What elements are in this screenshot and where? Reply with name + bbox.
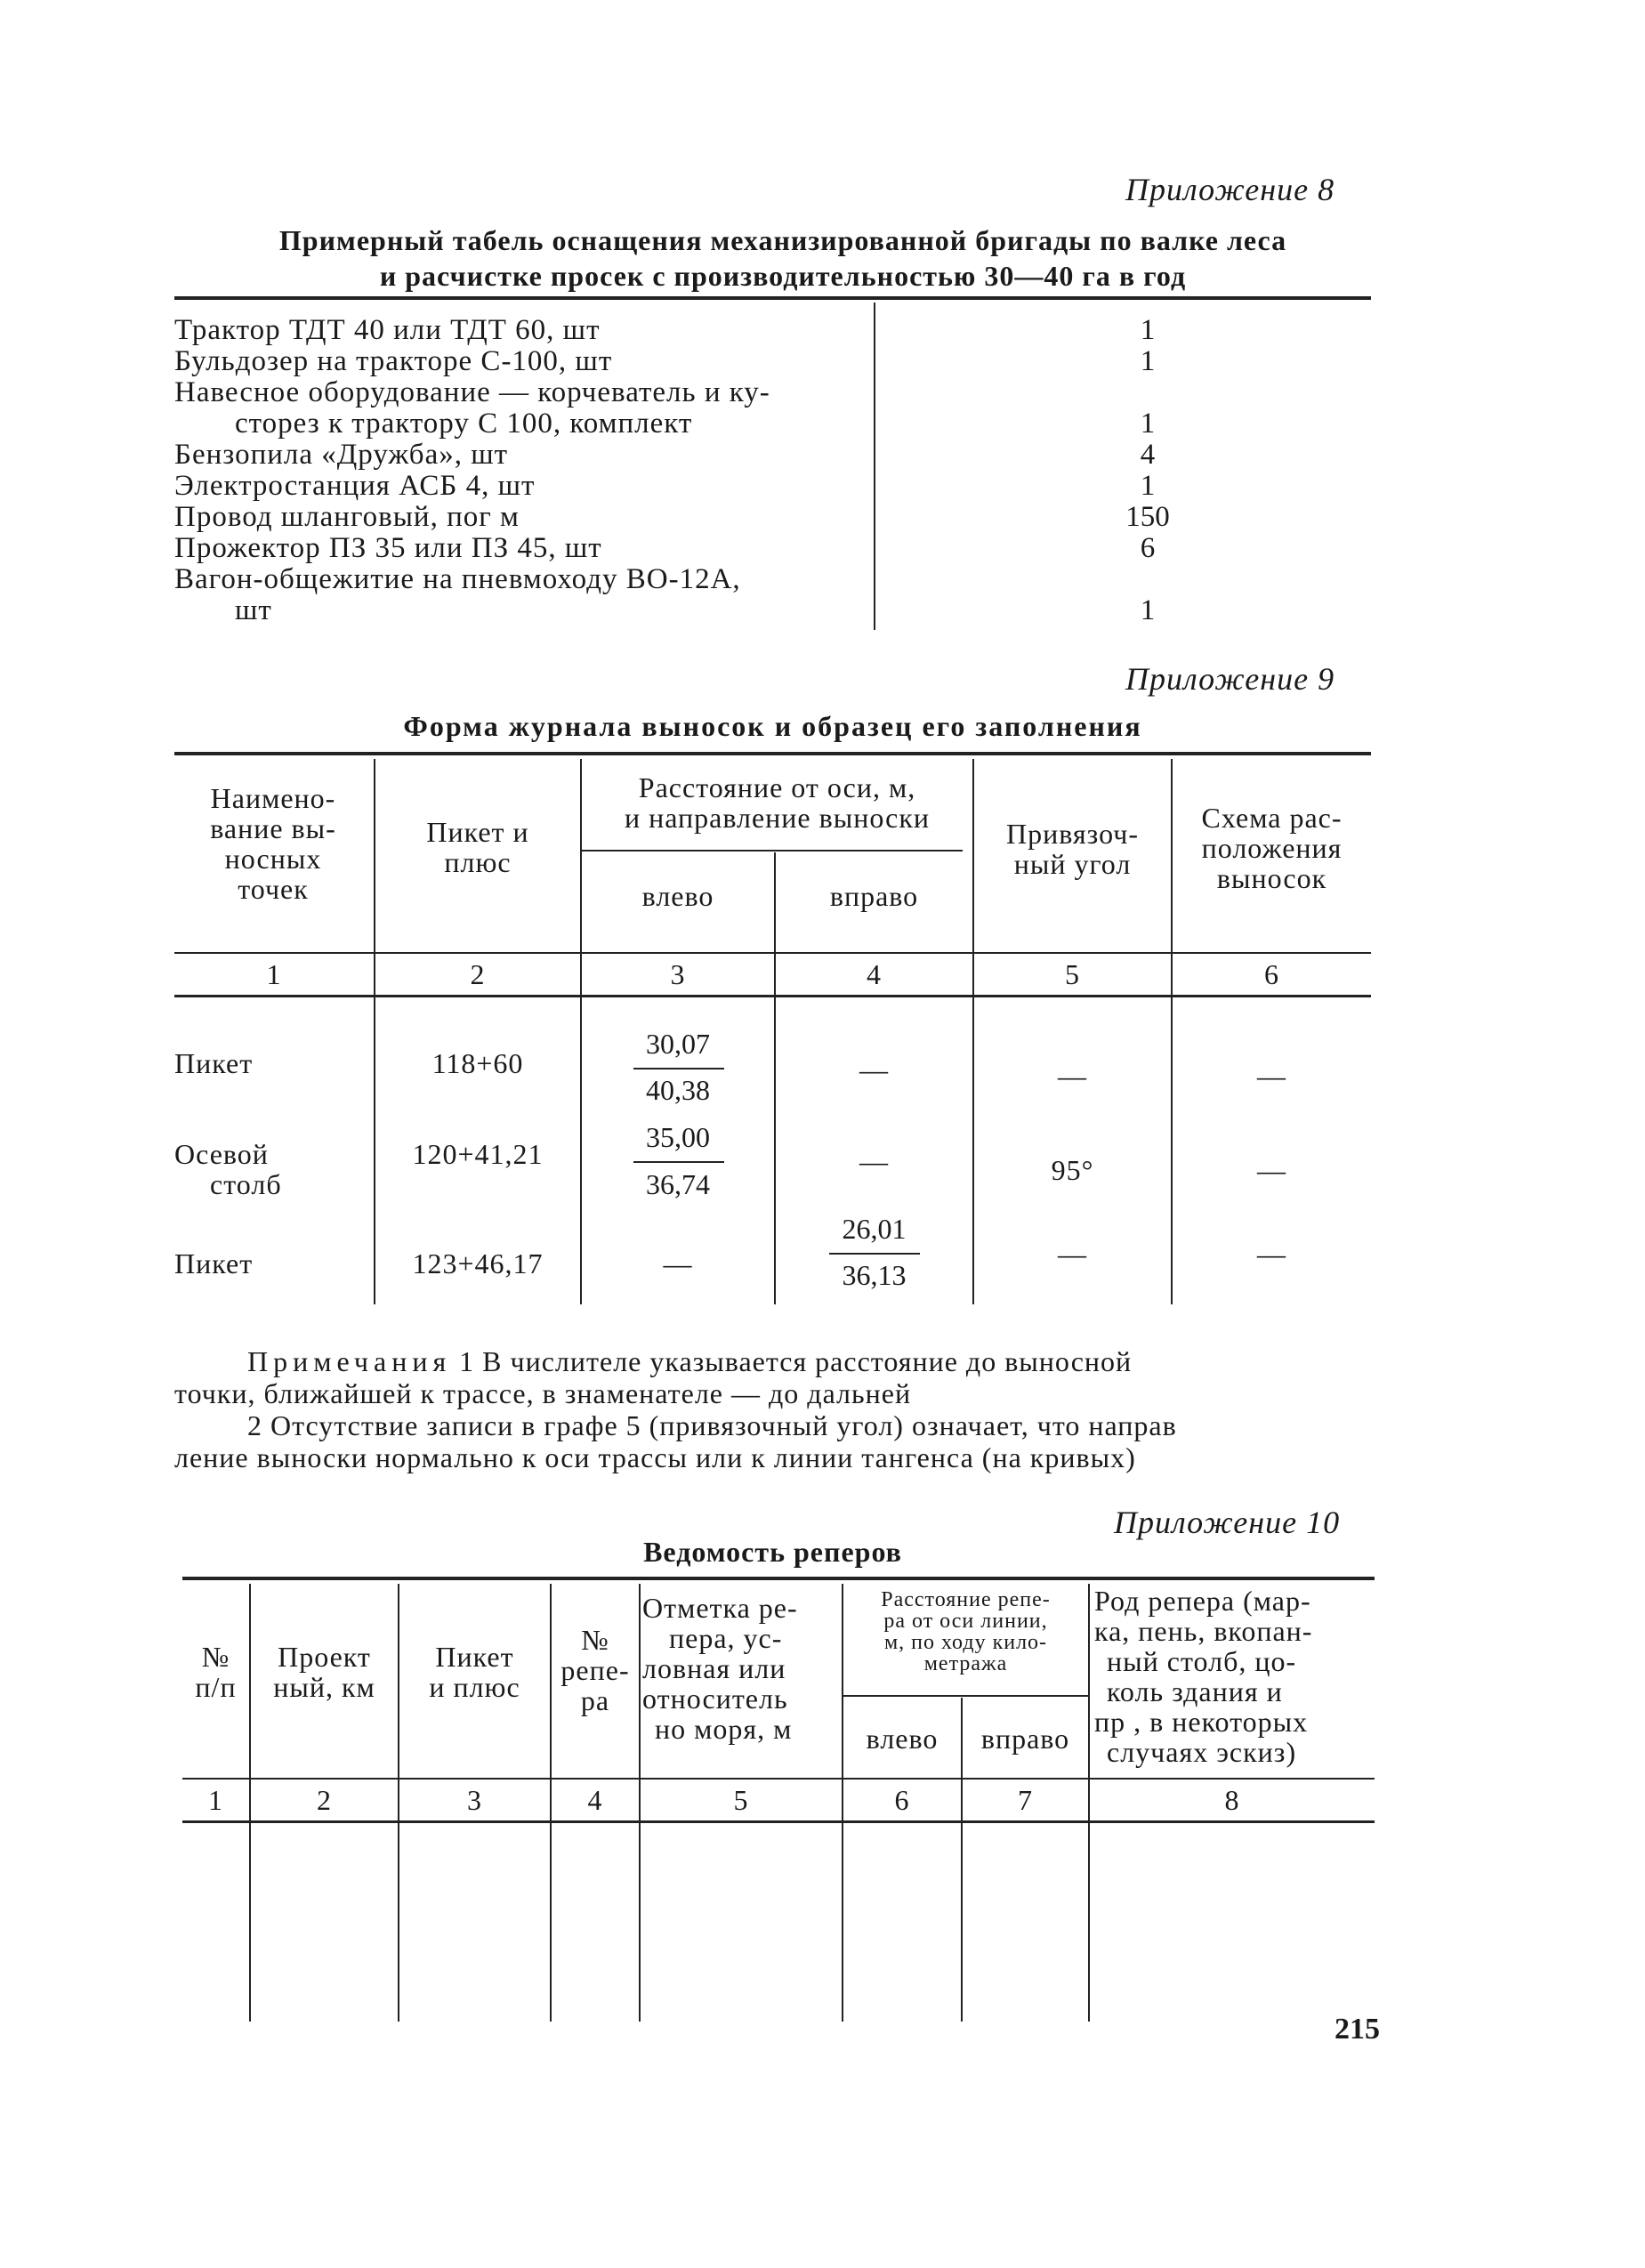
right-denominator: 36,13 [842, 1259, 907, 1291]
header-cell: вправо [829, 880, 919, 912]
list-item: Прожектор ПЗ 35 или ПЗ 45, шт [174, 532, 602, 564]
scheme-value: — [1257, 1154, 1286, 1186]
right-numerator: 26,01 [842, 1213, 907, 1245]
appendix9-label: Приложение 9 [1125, 661, 1335, 697]
list-item: Бензопила «Дружба», шт [174, 439, 509, 471]
column-number: 4 [587, 1784, 603, 1816]
column-number: 3 [467, 1784, 482, 1816]
column-number: 1 [266, 958, 282, 990]
page-number: 215 [1335, 2013, 1380, 2046]
left-value: — [663, 1247, 693, 1279]
quantity: 6 [1140, 532, 1156, 564]
header-cell: Пикет и плюс [429, 1641, 520, 1703]
column-number: 6 [894, 1784, 910, 1816]
picket-value: 123+46,17 [412, 1247, 544, 1279]
column-number: 2 [317, 1784, 332, 1816]
column-number: 4 [867, 958, 882, 990]
notes: Примечания 1 В числителе указывается расстояние до выносной точки, ближайшей к трассе, в знаменателе — до дальней 2 Отсутствие записи в графе 5 (привязочный угол) означает, что направ ление выноски нормально к оси трассы или к линии тангенса (на кривых) [174, 1345, 1177, 1473]
quantity: 4 [1140, 439, 1156, 471]
header-cell: Наимено- вание вы- носных точек [210, 782, 336, 905]
column-number: 1 [208, 1784, 223, 1816]
quantity: 1 [1140, 470, 1156, 502]
list-item: Бульдозер на тракторе С-100, шт [174, 345, 613, 377]
column-number: 5 [1065, 958, 1080, 990]
header-cell: влево [641, 880, 714, 912]
appendix9-title: Форма журнала выносок и образец его заполнения [403, 710, 1142, 742]
left-denominator: 40,38 [646, 1074, 710, 1106]
column-number: 2 [470, 958, 486, 990]
appendix8-quantities [1103, 315, 1192, 626]
notes-word: Примечания [247, 1345, 452, 1377]
column-number: 7 [1018, 1784, 1033, 1816]
header-cell: № п/п [195, 1641, 237, 1703]
picket-value: 118+60 [431, 1047, 524, 1079]
quantity: 150 [1125, 501, 1170, 533]
list-item: Электростанция АСБ 4, шт [174, 470, 536, 502]
list-item: Навесное оборудование — корчеватель и ку- [174, 376, 770, 408]
header-cell: Пикет и плюс [426, 816, 529, 878]
appendix8-divider [874, 303, 875, 630]
appendix8-label: Приложение 8 [1125, 172, 1335, 207]
header-cell: Расстояние от оси, м, и направление выноски [624, 771, 931, 834]
list-item: шт [235, 594, 272, 626]
column-number: 6 [1264, 958, 1279, 990]
row-name: Осевой столб [174, 1138, 282, 1200]
row-name: Пикет [174, 1047, 254, 1079]
header-cell: Расстояние репе- ра от оси линии, м, по ходу кило- метража [881, 1588, 1051, 1675]
angle-value: 95° [1051, 1154, 1094, 1186]
column-number: 8 [1224, 1784, 1240, 1816]
appendix8-top-rule [174, 296, 1371, 300]
column-number: 5 [733, 1784, 749, 1816]
list-item: Вагон-общежитие на пневмоходу ВО-12А, [174, 563, 741, 595]
header-cell: Отметка ре- пера, ус- ловная или относитель но моря, м [642, 1592, 798, 1745]
right-value: — [859, 1053, 889, 1086]
quantity: 1 [1140, 408, 1156, 440]
list-item: сторез к трактору С 100, комплект [235, 408, 693, 440]
quantity [1103, 564, 1192, 595]
left-denominator: 36,74 [646, 1168, 710, 1200]
quantity: 1 [1140, 594, 1156, 626]
header-cell: № репе- ра [560, 1624, 630, 1716]
left-numerator: 35,00 [646, 1121, 710, 1153]
header-cell: Схема рас- положения выносок [1201, 802, 1343, 894]
quantity [1103, 377, 1192, 408]
row-name: Пикет [174, 1247, 254, 1279]
appendix8-title: Примерный табель оснащения механизированной бригады по валке леса и расчистке просек с производительностью 30—40 га в год [278, 224, 1287, 292]
header-cell: Привязоч- ный угол [1005, 818, 1139, 880]
quantity: 1 [1140, 314, 1156, 346]
scheme-value: — [1257, 1238, 1286, 1270]
angle-value: — [1058, 1060, 1087, 1092]
appendix10-title: Ведомость реперов [643, 1536, 902, 1568]
quantity: 1 [1140, 345, 1156, 377]
header-cell: влево [866, 1723, 939, 1755]
appendix8-names [174, 315, 851, 626]
angle-value: — [1058, 1238, 1087, 1270]
header-cell: вправо [980, 1723, 1070, 1755]
picket-value: 120+41,21 [412, 1138, 544, 1170]
right-value: — [859, 1145, 889, 1177]
header-cell: Проект ный, км [273, 1641, 375, 1703]
header-cell: Род репера (мар- ка, пень, вкопан- ный столб, цо- коль здания и пр , в некоторых случаях эскиз) [1094, 1585, 1313, 1768]
scheme-value: — [1257, 1060, 1286, 1092]
list-item: Провод шланговый, пог м [174, 501, 520, 533]
left-numerator: 30,07 [646, 1028, 710, 1060]
appendix10-label: Приложение 10 [1114, 1505, 1341, 1540]
column-number: 3 [670, 958, 686, 990]
list-item: Трактор ТДТ 40 или ТДТ 60, шт [174, 314, 601, 346]
